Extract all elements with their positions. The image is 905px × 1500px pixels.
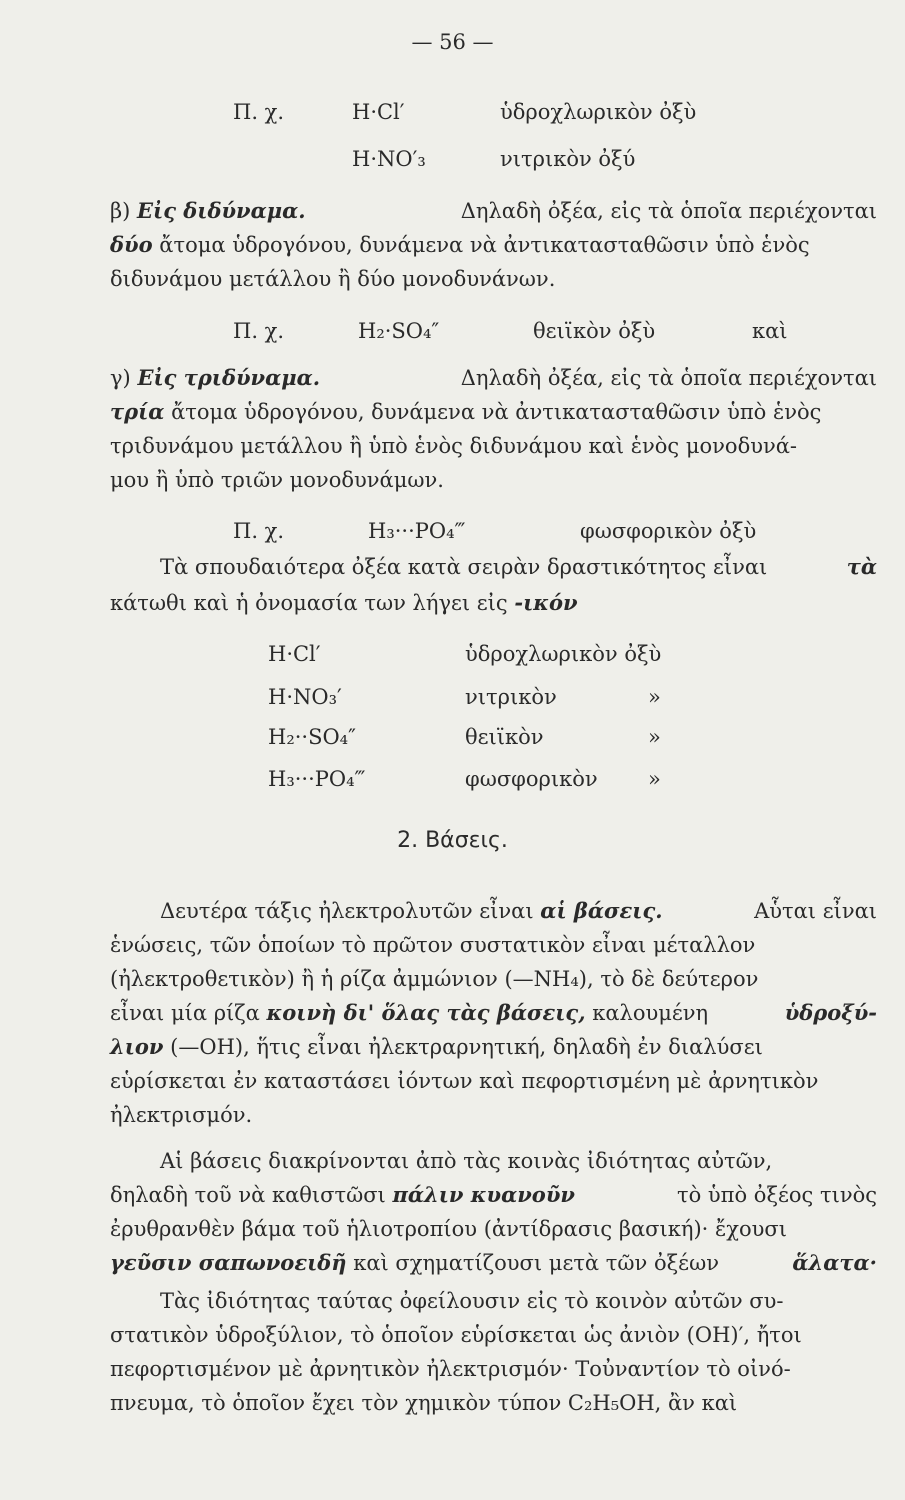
text-line: τρία ἄτομα ὑδρογόνου, δυνάμενα νὰ ἀντικατασταθῶσιν ὑπὸ ἑνὸς <box>110 399 822 424</box>
text-line: Δευτέρα τάξις ἠλεκτρολυτῶν εἶναι αἱ βάσεις. Αὗται εἶναι <box>160 898 877 923</box>
formula-h3po4: H₃···PO₄‴ <box>368 519 466 543</box>
formula-hcl: H·Cl′ <box>352 100 405 124</box>
acid-name: νιτρικὸν <box>465 685 557 709</box>
subheading: Εἰς τριδύναμα. <box>137 365 321 390</box>
acid-name: ὑδροχλωρικὸν ὀξὺ <box>465 642 662 666</box>
text-line: (ἠλεκτροθετικὸν) ἢ ἡ ρίζα ἀμμώνιον (—NH₄), τὸ δὲ δεύτερον <box>110 967 759 991</box>
text-line: Τὰ σπουδαιότερα ὀξέα κατὰ σειρὰν δραστικότητος εἶναι τὰ <box>160 554 877 579</box>
word-kai: καὶ <box>752 319 788 343</box>
text-line: διδυνάμου μετάλλου ἢ δύο μονοδυνάνων. <box>110 267 556 291</box>
text-line: Τὰς ἰδιότητας ταύτας ὀφείλουσιν εἰς τὸ κοινὸν αὐτῶν συ- <box>160 1289 784 1313</box>
subheading: Εἰς διδύναμα. <box>137 198 306 223</box>
example-label: Π. χ. <box>233 519 285 543</box>
text-line: δηλαδὴ τοῦ νὰ καθιστῶσι πάλιν κυανοῦν τὸ ὑπὸ ὀξέος τινὸς <box>110 1182 877 1207</box>
text-line: τριδυνάμου μετάλλου ἢ ὑπὸ ἑνὸς διδυνάμου καὶ ἑνὸς μονοδυνά- <box>110 434 798 458</box>
text-line: ἑνώσεις, τῶν ὁποίων τὸ πρῶτον συστατικὸν εἶναι μέταλλον <box>110 933 756 957</box>
name-phosphoric: φωσφορικὸν ὀξὺ <box>580 519 757 543</box>
text-line: δύο ἄτομα ὑδρογόνου, δυνάμενα νὰ ἀντικατασταθῶσιν ὑπὸ ἑνὸς <box>110 232 810 257</box>
acid-formula: H·Cl′ <box>268 642 321 666</box>
text-line: πεφορτισμένον μὲ ἀρνητικὸν ἠλεκτρισμόν· Τοὐναντίον τὸ οἰνό- <box>110 1357 791 1381</box>
acid-ditto: » <box>648 725 661 749</box>
text-line: στατικὸν ὑδροξύλιον, τὸ ὁποῖον εὑρίσκεται ὡς ἀνιὸν (OH)′, ἤτοι <box>110 1323 802 1347</box>
acid-ditto: » <box>648 767 661 791</box>
text-line: μου ἢ ὑπὸ τριῶν μονοδυνάμων. <box>110 468 444 492</box>
formula-h2so4: H₂·SO₄″ <box>358 319 440 343</box>
text-line: β) Εἰς διδύναμα. Δηλαδὴ ὀξέα, εἰς τὰ ὁποῖα περιέχονται <box>110 198 877 223</box>
text-line: ἐρυθρανθὲν βάμα τοῦ ἡλιοτροπίου (ἀντίδρασις βασική)· ἔχουσι <box>110 1217 787 1241</box>
formula-hno3: H·NO′₃ <box>352 147 426 171</box>
text-line: λιον (—OH), ἥτις εἶναι ἠλεκτραρνητική, δηλαδὴ ἐν διαλύσει <box>110 1034 763 1059</box>
name-hydrochloric: ὑδροχλωρικὸν ὀξὺ <box>500 100 697 124</box>
acid-formula: H·NO₃′ <box>268 685 342 709</box>
acid-ditto: » <box>648 685 661 709</box>
text-line: κάτωθι καὶ ἡ ὀνομασία των λήγει εἰς -ικόν <box>110 590 578 615</box>
acid-formula: H₂··SO₄″ <box>268 725 356 749</box>
text-line: εἶναι μία ρίζα κοινὴ δι' ὅλας τὰς βάσεις, καλουμένη ὑδροξύ- <box>110 1000 877 1025</box>
text-line: γεῦσιν σαπωνοειδῆ καὶ σχηματίζουσι μετὰ τῶν ὀξέων ἅλατα· <box>110 1250 877 1275</box>
name-nitric: νιτρικὸν ὀξύ <box>500 147 636 171</box>
page-number: — 56 — <box>411 30 494 54</box>
text-line: ἠλεκτρισμόν. <box>110 1103 253 1127</box>
text-line: Αἱ βάσεις διακρίνονται ἀπὸ τὰς κοινὰς ἰδιότητας αὐτῶν, <box>160 1149 773 1173</box>
text-line: εὑρίσκεται ἐν καταστάσει ἰόντων καὶ πεφορτισμένη μὲ ἀρνητικὸν <box>110 1069 819 1093</box>
example-label: Π. χ. <box>233 100 285 124</box>
acid-formula: H₃···PO₄‴ <box>268 767 366 791</box>
section-heading: 2. Βάσεις. <box>397 828 508 853</box>
acid-name: θειϊκὸν <box>465 725 544 749</box>
text-line: πνευμα, τὸ ὁποῖον ἔχει τὸν χημικὸν τύπον C₂H₅OH, ἂν καὶ <box>110 1391 738 1415</box>
text-line: γ) Εἰς τριδύναμα. Δηλαδὴ ὀξέα, εἰς τὰ ὁποῖα περιέχονται <box>110 365 877 390</box>
example-label: Π. χ. <box>233 319 285 343</box>
acid-name: φωσφορικὸν <box>465 767 598 791</box>
name-sulfuric: θειϊκὸν ὀξὺ <box>533 319 656 343</box>
